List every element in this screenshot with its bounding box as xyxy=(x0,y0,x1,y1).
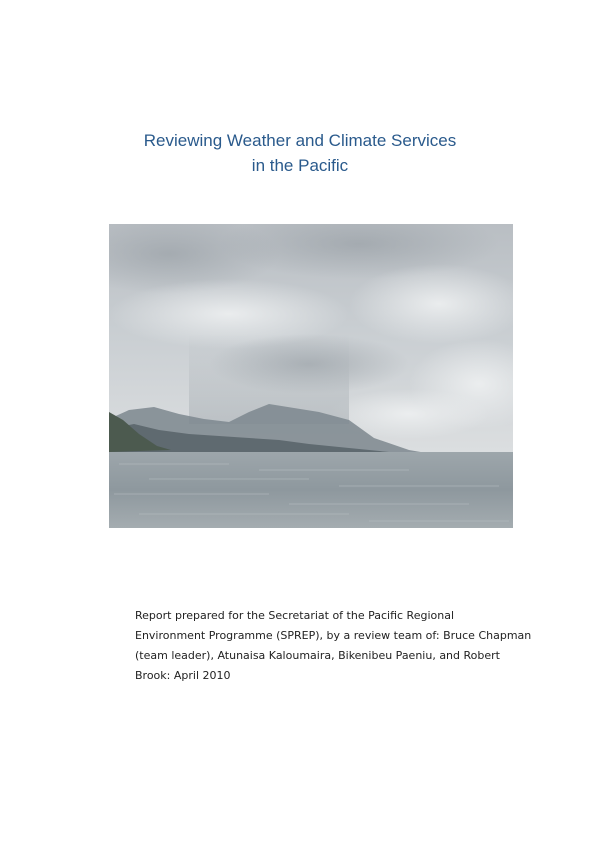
caption-line-3: (team leader), Atunaisa Kaloumaira, Bikenibeu Paeniu, and Robert xyxy=(135,649,500,662)
report-caption xyxy=(135,606,535,686)
report-title xyxy=(0,128,600,178)
caption-line-4: Brook: April 2010 xyxy=(135,669,231,682)
report-title-line-2: in the Pacific xyxy=(251,156,349,175)
caption-line-1: Report prepared for the Secretariat of the Pacific Regional xyxy=(135,609,454,622)
caption-line-2: Environment Programme (SPREP), by a review team of: Bruce Chapman xyxy=(135,629,532,642)
cover-photo-illustration xyxy=(109,224,513,528)
cover-photo xyxy=(109,224,513,528)
report-title-line-1: Reviewing Weather and Climate Services xyxy=(143,131,457,150)
sea xyxy=(109,452,513,528)
